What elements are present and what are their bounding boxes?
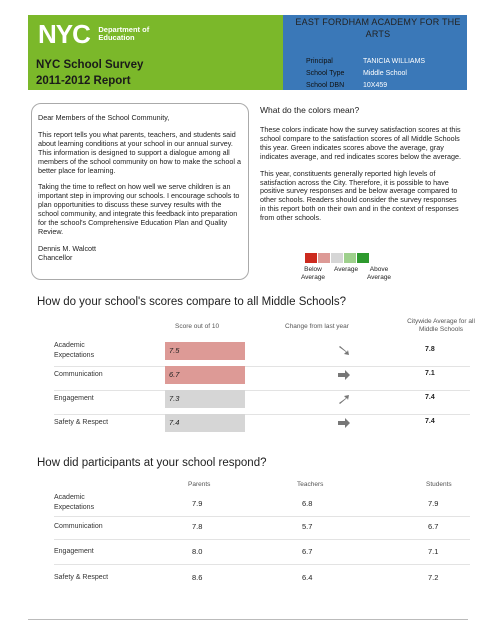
col-parents-header: Parents: [188, 481, 211, 488]
col-students-header: Students: [426, 481, 452, 488]
score-value: 7.4: [165, 414, 245, 432]
response-section-title: How did participants at your school respond?: [37, 457, 267, 469]
row-divider: [54, 516, 470, 517]
teachers-score: 6.7: [302, 547, 313, 556]
parents-score: 7.9: [192, 499, 203, 508]
principal-value: TANICIA WILLIAMS: [363, 58, 426, 65]
legend-swatch-average: [331, 253, 343, 263]
score-value: 7.5: [165, 342, 245, 360]
students-score: 7.1: [428, 547, 439, 556]
school-type-value: Middle School: [363, 70, 407, 77]
legend-above-label: Above Average: [366, 266, 392, 281]
colors-paragraph-2: This year, constituents generally reported high levels of satisfaction across the City. Therefore, it is possible to have positive survey responses and be below average compared to other schools. Readers should consider the survey responses in this report both on their own and in the context of responses from other schools.: [260, 168, 459, 223]
letter-paragraph-1: This report tells you what parents, teachers, and students said about learning conditions at your school in our annual survey. This information is designed to support a dialogue among all members of the school community on how to make the school a better place for learning.: [38, 129, 241, 175]
score-row-label: Communication: [54, 371, 103, 378]
school-dbn-label: School DBN: [306, 82, 345, 89]
legend-swatch-below: [318, 253, 330, 263]
letter-signature-title: Chancellor: [38, 252, 73, 262]
arrow-right-icon: [337, 417, 351, 429]
row-divider: [54, 564, 470, 565]
legend-swatch-well-above: [357, 253, 369, 263]
students-score: 7.9: [428, 499, 439, 508]
letter-greeting: Dear Members of the School Community,: [38, 113, 170, 122]
parents-score: 7.8: [192, 522, 203, 531]
letter-paragraph-2: Taking the time to reflect on how well we serve children is an important step in improving our schools. I encourage schools to plan opportunities to discuss these survey results with the school community, and integrate this feedback into preparation for the school's Comprehensive Education Plan and Quality Review.: [38, 182, 240, 236]
row-divider: [54, 539, 470, 540]
arrow-down-icon: [337, 345, 351, 357]
doe-logo: [38, 19, 150, 49]
colors-explainer-title: What do the colors mean?: [260, 105, 360, 115]
response-row-label: Engagement: [54, 548, 94, 555]
city-average: 7.8: [425, 346, 435, 353]
response-row-label: Communication: [54, 523, 103, 530]
scores-section-title: How do your school's scores compare to all Middle Schools?: [37, 296, 347, 308]
col-city-header: Citywide Average for all Middle Schools: [407, 318, 475, 333]
colors-paragraph-1: These colors indicate how the survey satisfaction scores at this school compare to the satisfaction scores of all Middle Schools this year. Green indicates scores above the average, gray indicates average, and red indicates scores below the average.: [260, 125, 461, 161]
parents-score: 8.6: [192, 573, 203, 582]
score-value: 6.7: [165, 366, 245, 384]
bottom-rule: [28, 619, 468, 620]
students-score: 7.2: [428, 573, 439, 582]
teachers-score: 6.8: [302, 499, 313, 508]
principal-label: Principal: [306, 58, 333, 65]
col-teachers-header: Teachers: [297, 481, 324, 488]
school-type-label: School Type: [306, 70, 345, 77]
arrow-up-icon: [337, 393, 351, 405]
letter-signature-name: Dennis M. Walcott: [38, 243, 97, 253]
students-score: 6.7: [428, 522, 439, 531]
arrow-right-icon: [337, 369, 351, 381]
score-row-label: Academic Expectations: [54, 342, 95, 359]
row-divider: [54, 414, 470, 415]
school-name: EAST FORDHAM ACADEMY FOR THE ARTS: [295, 17, 461, 39]
school-dbn-value: 10X459: [363, 82, 388, 89]
chancellor-letter: [31, 103, 249, 280]
legend-average-label: Average: [334, 266, 359, 273]
col-score-header: Score out of 10: [175, 323, 220, 330]
row-divider: [54, 390, 470, 391]
col-change-header: Change from last year: [285, 323, 349, 330]
score-value: 7.3: [165, 390, 245, 408]
logo-department-text: Department of: [98, 25, 150, 34]
parents-score: 8.0: [192, 547, 203, 556]
logo-education-text: Education: [98, 33, 135, 42]
legend-swatch-above: [344, 253, 356, 263]
teachers-score: 6.4: [302, 573, 313, 582]
city-average: 7.4: [425, 418, 435, 425]
response-row-label: Safety & Respect: [54, 574, 109, 581]
colors-explainer-body: [260, 126, 463, 231]
legend-below-label: Below Average: [300, 266, 326, 281]
report-title: NYC School Survey 2011-2012 Report: [36, 59, 144, 87]
row-divider: [54, 366, 470, 367]
response-row-label: Academic Expectations: [54, 494, 95, 511]
score-row-label: Engagement: [54, 395, 94, 402]
city-average: 7.4: [425, 394, 435, 401]
score-row-label: Safety & Respect: [54, 419, 109, 426]
legend-swatch-well-below: [305, 253, 317, 263]
city-average: 7.1: [425, 370, 435, 377]
teachers-score: 5.7: [302, 522, 313, 531]
logo-nyc: NYC: [38, 19, 90, 49]
